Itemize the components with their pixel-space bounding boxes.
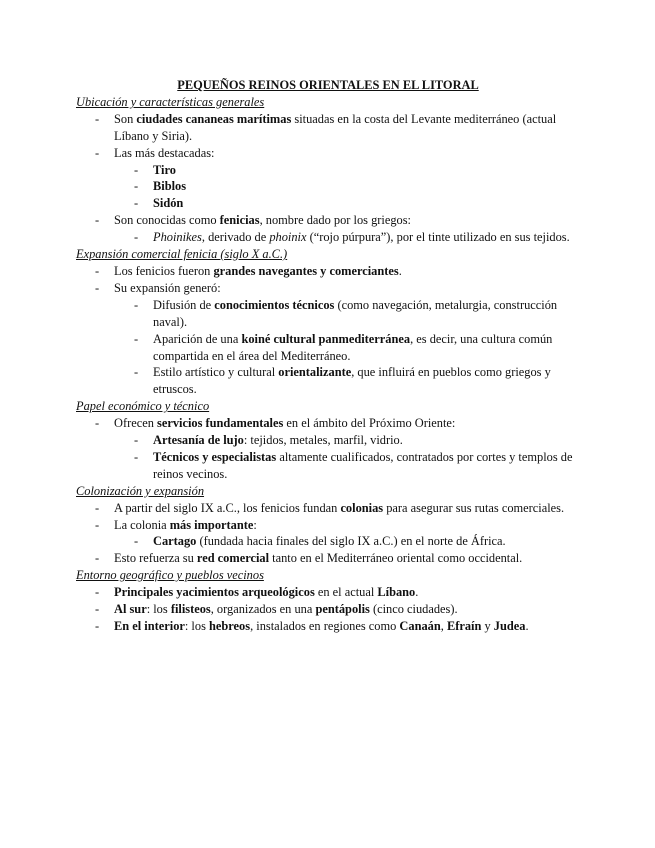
list-dash: - [134,297,139,312]
list-dash: - [95,619,100,633]
list-item: - Aparición de una koiné cultural panmediterránea, es decir, una cultura común compartida en el área del Mediterráneo. [134,331,553,363]
list-item: - Técnicos y especialistas altamente cualificados, contratados por cortes y templos de reinos vecinos. [134,449,573,481]
section-heading-ubicacion: Ubicación y características generales [76,94,265,109]
list-item: - A partir del siglo IX a.C., los fenicios fundan colonias para asegurar sus rutas comerciales. [95,500,565,515]
list-dash: - [95,213,100,228]
list-item: - Son conocidas como fenicias, nombre dado por los griegos: [95,213,411,228]
list-item: - La colonia más importante: [95,517,257,532]
list-dash: - [95,263,100,278]
section-heading-papel: Papel económico y técnico [76,399,210,414]
list-dash: - [95,551,100,566]
list-item: - Las más destacadas: [95,145,215,160]
list-dash: - [95,500,100,515]
list-dash: - [95,145,100,160]
list-dash: - [134,534,139,549]
list-dash: - [134,365,139,380]
list-dash: - [134,449,139,464]
list-item: - Estilo artístico y cultural orientalizante, que influirá en pueblos como griegos y etruscos. [134,365,551,397]
list-item-city: - Biblos [134,179,187,194]
list-item: - Su expansión generó: [95,280,221,295]
list-dash: - [95,517,100,532]
list-dash: - [95,111,100,126]
list-item-city: - Tiro [134,162,176,177]
list-item: - Esto refuerza su red comercial tanto en el Mediterráneo oriental como occidental. [95,551,523,566]
list-item: - Cartago (fundada hacia finales del siglo IX a.C.) en el norte de África. [134,534,506,549]
list-dash: - [134,331,139,346]
list-item: - Artesanía de lujo: tejidos, metales, marfil, vidrio. [134,433,403,448]
list-item: - Ofrecen servicios fundamentales en el ámbito del Próximo Oriente: [95,416,456,431]
list-dash: - [134,196,139,211]
list-dash: - [95,416,100,431]
list-dash: - [95,585,100,600]
list-item: - Phoinikes, derivado de phoinix (“rojo púrpura”), por el tinte utilizado en sus tejidos. [134,230,570,245]
document-content [76,77,576,635]
section-heading-expansion: Expansión comercial fenicia (siglo X a.C.) [76,247,288,262]
list-dash: - [134,230,139,245]
list-item: - Difusión de conocimientos técnicos (como navegación, metalurgia, construcción naval). [134,297,558,329]
section-heading-colonizacion: Colonización y expansión [76,483,205,498]
list-dash: - [95,602,100,617]
list-item: - Son ciudades cananeas marítimas situadas en la costa del Levante mediterráneo (actual Líbano y Siria). [95,111,557,143]
section-heading-entorno: Entorno geográfico y pueblos vecinos [76,568,264,583]
list-dash: - [134,162,139,177]
list-dash: - [134,433,139,448]
list-item: - Principales yacimientos arqueológicos en el actual Líbano. [95,585,419,600]
list-dash: - [95,280,100,295]
list-item-city: - Sidón [134,196,184,211]
list-dash: - [134,179,139,194]
list-item: - Los fenicios fueron grandes navegantes y comerciantes. [95,263,402,278]
document-title: PEQUEÑOS REINOS ORIENTALES EN EL LITORAL [177,78,479,92]
list-item: - En el interior: los hebreos, instalados en regiones como Canaán, Efraín y Judea. [95,619,529,633]
list-item: - Al sur: los filisteos, organizados en una pentápolis (cinco ciudades). [95,602,458,617]
